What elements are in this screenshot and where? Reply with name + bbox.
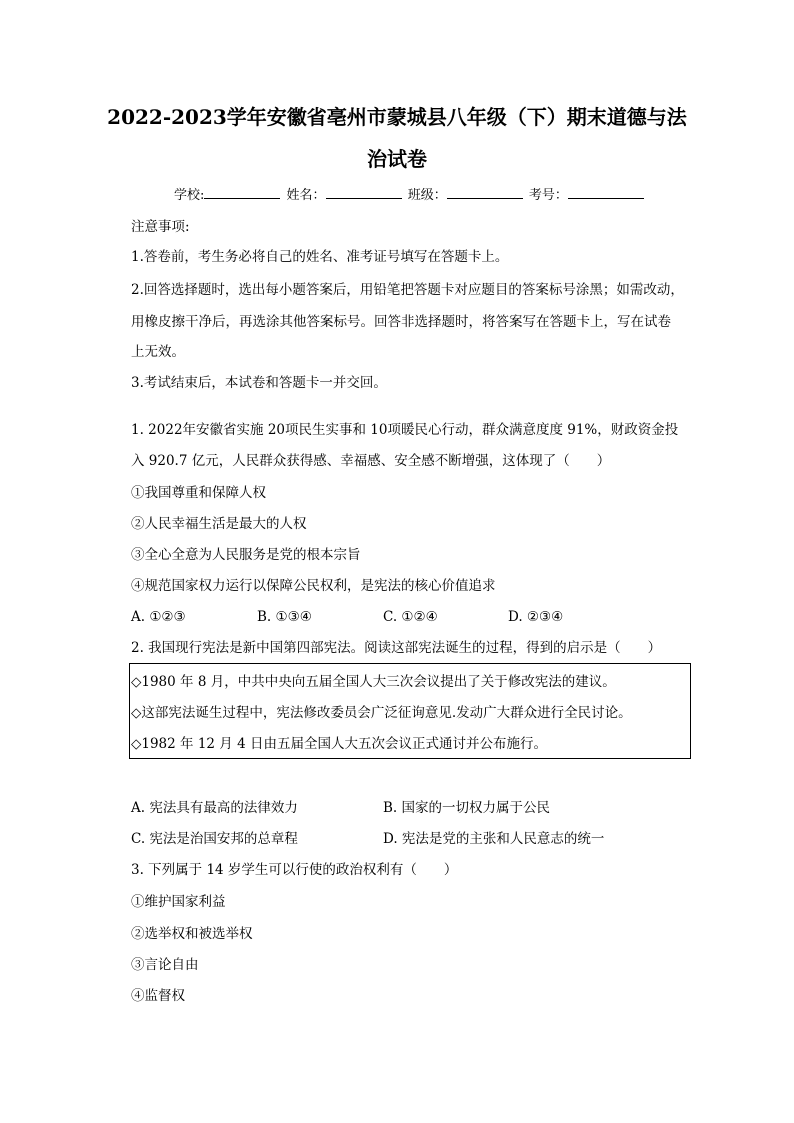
q2-material-item: ◇这部宪法诞生过程中，宪法修改委员会广泛征询意见.发动广大群众进行全民讨论。 [131,705,632,721]
q2-material-item: ◇1982 年 12 月 4 日由五届全国人大五次会议正式通讨并公布施行。 [131,736,547,752]
note-item: 2.回答选择题时，选出每小题答案后，用铅笔把答题卡对应题目的答案标号涂黑；如需改动， [131,282,684,298]
exam-title-line1: 2022-2023学年安徽省亳州市蒙城县八年级（下）期末道德与法 [107,105,687,129]
school-label: 学校: [174,188,205,203]
q2-option-c: C. 宪法是治国安邦的总章程 [131,831,298,847]
q2-option-a: A. 宪法具有最高的法律效力 [131,800,298,816]
name-blank [326,186,402,199]
q3-statement: ④监督权 [131,988,185,1004]
q1-option-b: B. ①③④ [257,609,312,625]
exam-number-blank [568,186,644,199]
student-info-row [174,186,646,206]
note-item: 1.答卷前，考生务必将自己的姓名、准考证号填写在答题卡上。 [131,249,509,265]
q1-option-a: A. ①②③ [131,609,186,625]
exam-title-line2: 治试卷 [367,147,427,171]
exam-number-label: 考号： [528,188,568,203]
q1-stem-line1: 1. 2022年安徽省实施 20项民生实事和 10项暖民心行动，群众满意度度 91%，财政资金投 [131,422,679,438]
q2-stem: 2. 我国现行宪法是新中国第四部宪法。阅读这部宪法诞生的过程，得到的启示是（ ） [131,640,662,656]
notes-heading: 注意事项: [131,219,190,235]
note-item: 用橡皮擦干净后，再选涂其他答案标号。回答非选择题时，将答案写在答题卡上，写在试卷 [131,314,671,330]
q1-statement: ②人民幸福生活是最大的人权 [131,516,307,532]
q2-material-item: ◇1980 年 8 月，中共中央向五届全国人大三次会议提出了关于修改宪法的建议。 [131,674,616,690]
note-item: 上无效。 [131,344,185,360]
q2-option-b: B. 国家的一切权力属于公民 [383,800,551,816]
school-blank [204,186,280,199]
q3-statement: ①维护国家利益 [131,894,226,910]
q1-option-d: D. ②③④ [508,609,564,625]
q3-statement: ②选举权和被选举权 [131,926,253,942]
name-label: 姓名： [286,188,326,203]
note-item: 3.考试结束后，本试卷和答题卡一并交回。 [131,375,387,391]
class-blank [447,186,523,199]
q1-option-c: C. ①②④ [383,609,438,625]
q1-statement: ③全心全意为人民服务是党的根本宗旨 [131,547,361,563]
q3-stem: 3. 下列属于 14 岁学生可以行使的政治权利有（ ） [131,862,458,878]
q2-option-d: D. 宪法是党的主张和人民意志的统一 [383,831,605,847]
q1-statement: ①我国尊重和保障人权 [131,485,266,501]
class-label: 班级： [407,188,447,203]
q3-statement: ③言论自由 [131,957,199,973]
q1-stem-line2: 入 920.7 亿元，人民群众获得感、幸福感、安全感不断增强，这体现了（ ） [131,453,611,469]
q1-statement: ④规范国家权力运行以保障公民权利，是宪法的核心价值追求 [131,578,496,594]
